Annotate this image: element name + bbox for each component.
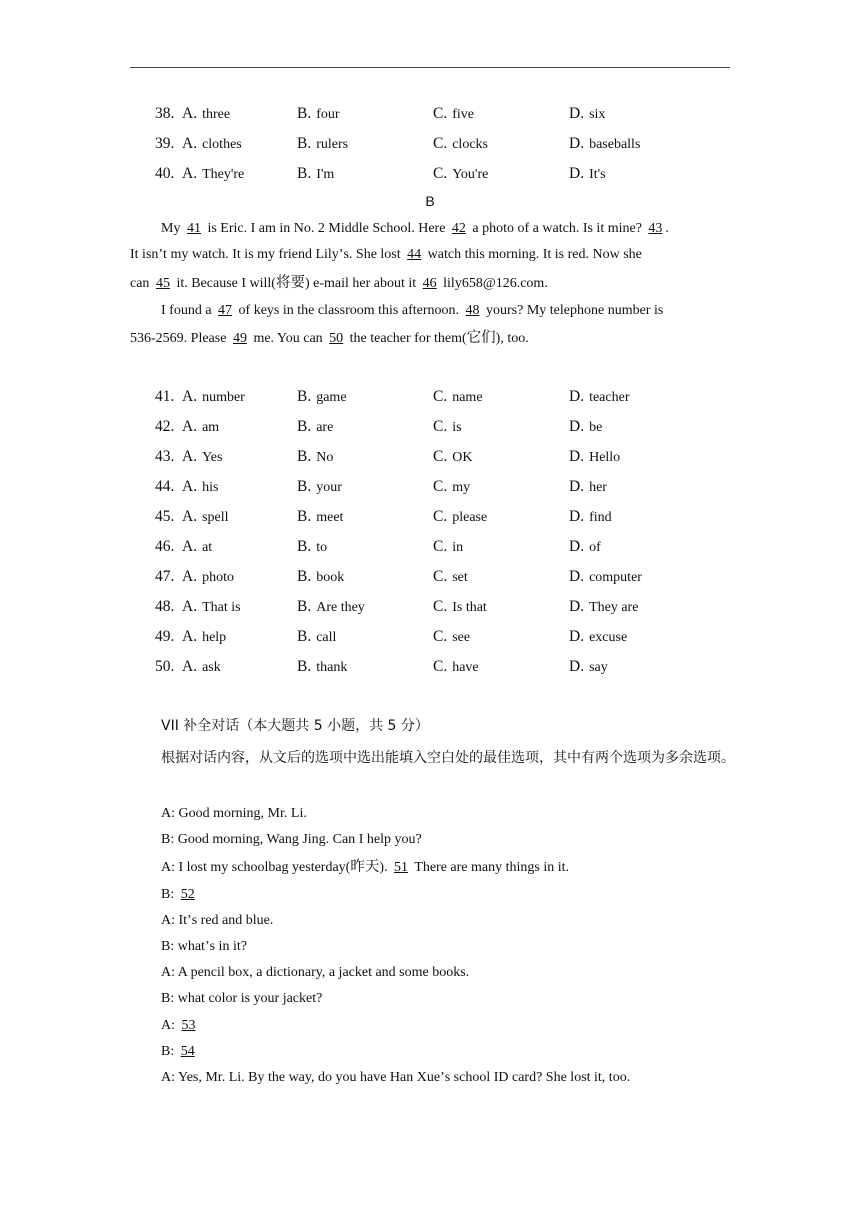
dialogue-line: B: 52: [161, 885, 198, 905]
header-rule: [130, 67, 730, 68]
option-b: B. No: [297, 448, 334, 465]
option-a: A. clothes: [182, 135, 242, 152]
question-number: 39.: [155, 135, 175, 152]
blank-51: 51: [394, 860, 409, 875]
blank-48: 48: [465, 303, 480, 318]
option-d: D. of: [569, 538, 601, 555]
option-c: C. set: [433, 568, 468, 585]
option-b: B. are: [297, 418, 334, 435]
option-a: A. That is: [182, 598, 241, 615]
dialogue-line: A: A pencil box, a dictionary, a jacket and some books.: [161, 965, 470, 980]
option-c: C. my: [433, 478, 471, 495]
dialogue-line: A: Good morning, Mr. Li.: [161, 806, 307, 821]
option-c: C. five: [433, 105, 474, 122]
blank-47: 47: [218, 303, 233, 318]
option-d: D. her: [569, 478, 607, 495]
option-b: B. I'm: [297, 165, 335, 182]
option-d: D. find: [569, 508, 612, 525]
option-d: D. excuse: [569, 628, 628, 645]
passage-line: 536-2569. Please 49 me. You can 50 the teacher for them(它们), too.: [130, 330, 529, 346]
option-d: D. They are: [569, 598, 639, 615]
blank-54: 54: [180, 1044, 195, 1059]
option-c: C. clocks: [433, 135, 488, 152]
option-b: B. thank: [297, 658, 348, 675]
option-a: A. photo: [182, 568, 234, 585]
option-a: A. his: [182, 478, 219, 495]
passage-line: I found a 47 of keys in the classroom this afternoon. 48 yours? My telephone number is: [161, 303, 664, 318]
blank-42: 42: [451, 221, 466, 236]
option-c: C. is: [433, 418, 462, 435]
blank-45: 45: [155, 276, 170, 291]
passage-line: It isnʼt my watch. It is my friend Lilyʼs. She lost 44 watch this morning. It is red. Now she: [130, 247, 642, 262]
option-a: A. Yes: [182, 448, 223, 465]
option-b: B. Are they: [297, 598, 365, 615]
blank-46: 46: [422, 276, 437, 291]
passage-line: My 41 is Eric. I am in No. 2 Middle School. Here 42 a photo of a watch. Is it mine? 43 .: [161, 221, 669, 236]
option-a: A. number: [182, 388, 245, 405]
option-c: C. in: [433, 538, 464, 555]
dialogue-line: B: 54: [161, 1042, 198, 1062]
option-d: D. It's: [569, 165, 606, 182]
option-a: A. ask: [182, 658, 221, 675]
blank-53: 53: [181, 1018, 196, 1033]
option-b: B. four: [297, 105, 340, 122]
option-b: B. meet: [297, 508, 344, 525]
blank-41: 41: [186, 221, 201, 236]
option-d: D. say: [569, 658, 608, 675]
option-c: C. please: [433, 508, 488, 525]
blank-44: 44: [407, 247, 422, 262]
section-7-heading: VII 补全对话（本大题共 5 小题，共 5 分）: [161, 718, 429, 734]
blank-52: 52: [180, 887, 195, 902]
option-c: C. Is that: [433, 598, 487, 615]
option-d: D. six: [569, 105, 606, 122]
option-a: A. at: [182, 538, 213, 555]
question-number: 38.: [155, 105, 175, 122]
option-a: A. They're: [182, 165, 245, 182]
option-b: B. your: [297, 478, 342, 495]
dialogue-line: A: Yes, Mr. Li. By the way, do you have Han Xueʼs school ID card? She lost it, too.: [161, 1070, 631, 1085]
option-a: A. spell: [182, 508, 229, 525]
option-c: C. see: [433, 628, 471, 645]
dialogue-line: A: I lost my schoolbag yesterday(昨天). 51 There are many things in it.: [161, 859, 570, 875]
option-c: C. name: [433, 388, 483, 405]
dialogue-line: A: Itʼs red and blue.: [161, 913, 274, 928]
passage-line: can 45 it. Because I will(将要) e-mail her about it 46 lily658@126.com.: [130, 275, 548, 291]
section-7-instructions: 根据对话内容，从文后的选项中选出能填入空白处的最佳选项，其中有两个选项为多余选项。: [161, 750, 735, 766]
option-d: D. baseballs: [569, 135, 641, 152]
option-b: B. book: [297, 568, 345, 585]
option-b: B. game: [297, 388, 347, 405]
blank-50: 50: [329, 331, 344, 346]
option-b: B. rulers: [297, 135, 349, 152]
dialogue-line: A: 53: [161, 1016, 199, 1036]
blank-43: 43: [648, 221, 663, 236]
option-c: C. OK: [433, 448, 473, 465]
option-a: A. am: [182, 418, 220, 435]
option-d: D. teacher: [569, 388, 630, 405]
dialogue-line: B: whatʼs in it?: [161, 939, 247, 954]
section-b-label: B: [425, 193, 435, 209]
option-a: A. help: [182, 628, 227, 645]
option-b: B. to: [297, 538, 328, 555]
option-c: C. You're: [433, 165, 489, 182]
blank-49: 49: [232, 331, 247, 346]
option-b: B. call: [297, 628, 337, 645]
option-d: D. Hello: [569, 448, 621, 465]
dialogue-line: B: what color is your jacket?: [161, 991, 323, 1006]
option-c: C. have: [433, 658, 479, 675]
option-a: A. three: [182, 105, 231, 122]
question-number: 40.: [155, 165, 175, 182]
option-d: D. be: [569, 418, 603, 435]
option-d: D. computer: [569, 568, 642, 585]
dialogue-line: B: Good morning, Wang Jing. Can I help you?: [161, 832, 422, 847]
